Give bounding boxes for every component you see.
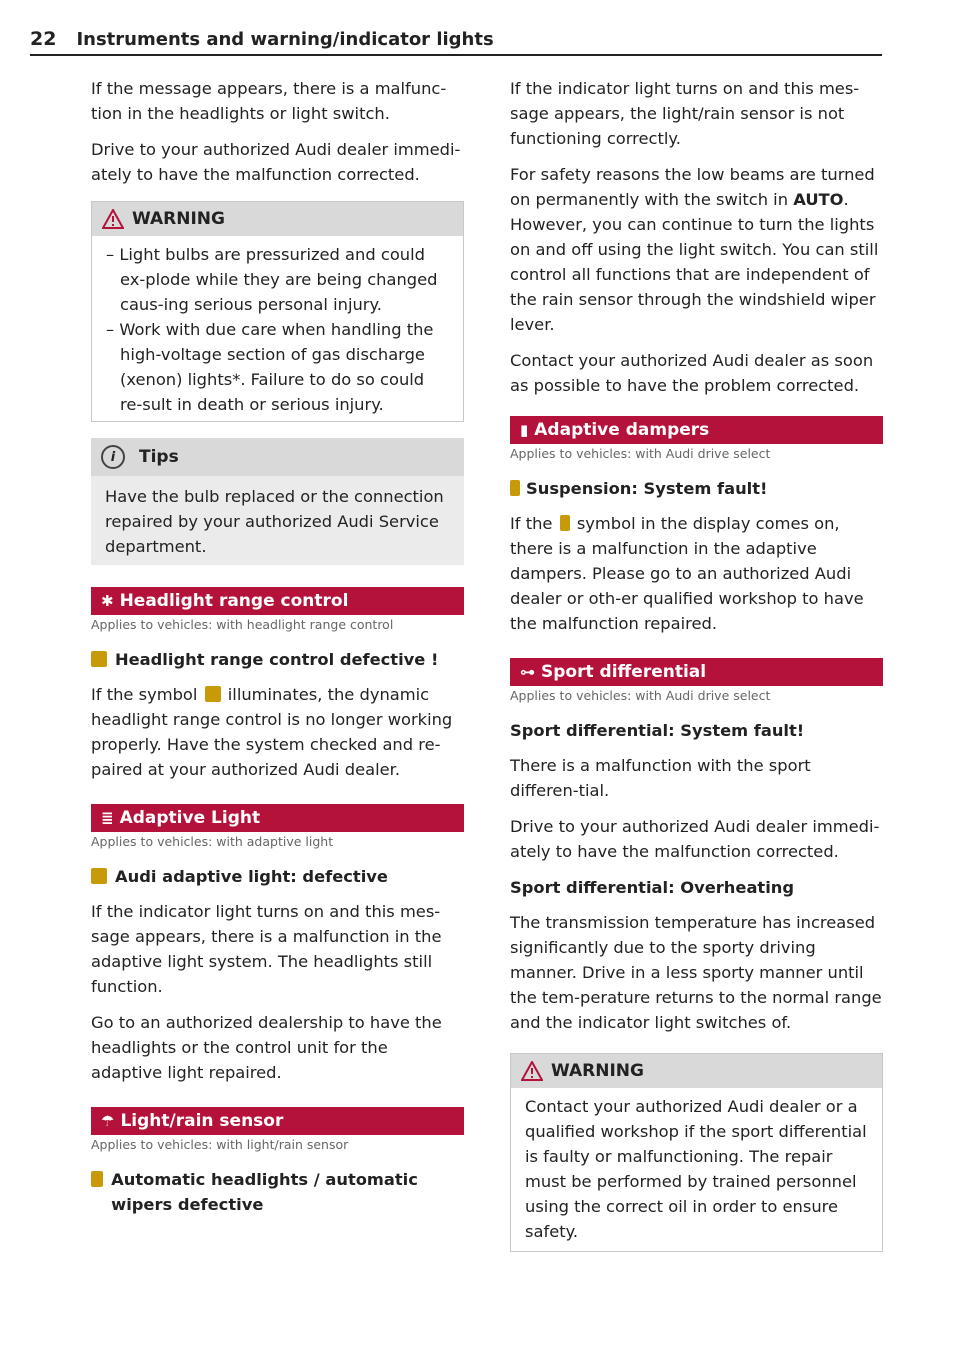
tips-body [91, 476, 464, 565]
warning-triangle-icon [102, 209, 124, 229]
applies-to: Applies to vehicles: with Audi drive select [510, 688, 771, 703]
chapter-title: Instruments and warning/indicator lights [76, 29, 494, 50]
applies-to: Applies to vehicles: with headlight range control [91, 617, 394, 632]
warning-title: WARNING [132, 209, 225, 229]
subheading [91, 1167, 464, 1217]
warning-header [511, 1054, 882, 1088]
text-part: . However, you can continue to turn the lights on and off using the light switch. You can still control all functions that are independent of the rain sensor through the windshield wiper lever. [510, 190, 879, 334]
warning-body [92, 236, 463, 421]
section-title: Sport differential [541, 662, 707, 682]
section-paragraph: Drive to your authorized Audi dealer immedi-ately to have the malfunction corrected. [510, 817, 880, 861]
warning-item: – Light bulbs are pressurized and could ex-plode while they are being changed caus-ing serious personal injury. [106, 245, 438, 314]
section-title: Headlight range control [119, 591, 349, 611]
damper-icon [510, 480, 520, 496]
warning-title: WARNING [551, 1061, 644, 1081]
warning-box [510, 1053, 883, 1252]
auto-label: AUTO [793, 190, 844, 209]
section-title: Light/rain sensor [120, 1111, 284, 1131]
section-bar-adaptive-dampers [510, 416, 883, 444]
subheading: Sport differential: Overheating [510, 878, 795, 897]
section-bar-headlight-range [91, 587, 464, 615]
warning-item: – Work with due care when handling the high-voltage section of gas discharge (xenon) lights*. Failure to do so could re-sult in death or serious injury. [106, 320, 434, 414]
right-column [510, 76, 883, 1268]
warning-text: Contact your authorized Audi dealer or a qualified workshop if the sport differential is faulty or malfunctioning. The repair must be performed by trained personnel using the correct oil in order to ensure safety. [525, 1097, 867, 1241]
intro-paragraph: Contact your authorized Audi dealer as soon as possible to have the problem corrected. [510, 351, 874, 395]
text-part: If the symbol [91, 685, 198, 704]
section-paragraph: There is a malfunction with the sport differen-tial. [510, 756, 811, 800]
section-paragraph [91, 682, 464, 782]
section-bar-light-rain [91, 1107, 464, 1135]
intro-paragraph-1: If the message appears, there is a malfunc-tion in the headlights or light switch. [91, 79, 447, 123]
text-part: symbol in the display comes on, there is a malfunction in the adaptive dampers. Please go to an authorized Audi dealer or oth-er qualified workshop to have the malfunction repaired. [510, 514, 864, 633]
tips-box [91, 438, 464, 565]
section-paragraph: If the indicator light turns on and this mes-sage appears, there is a malfunction in the adaptive light system. The headlights still function. [91, 902, 442, 996]
warning-list [106, 242, 451, 417]
section-paragraph: The transmission temperature has increased significantly due to the sporty driving manner. Drive in a less sporty manner until the tem-perature returns to the normal range and the indicator light switches of. [510, 913, 882, 1032]
adaptive-light-icon: ≣ [101, 809, 114, 827]
sport-differential-icon: ⊶ [520, 663, 535, 681]
headlight-range-icon [91, 651, 107, 667]
text-part: illuminates, the dynamic headlight range control is no longer working properly. Have the system checked and re-paired at your authorized Audi dealer. [91, 685, 453, 779]
subheading-text: Automatic headlights / automatic wipers defective [111, 1170, 418, 1214]
applies-to: Applies to vehicles: with adaptive light [91, 834, 334, 849]
section-title: Adaptive Light [119, 808, 261, 828]
headlight-range-icon [205, 686, 221, 702]
subheading [91, 864, 464, 889]
intro-paragraph: If the indicator light turns on and this mes-sage appears, the light/rain sensor is not functioning correctly. [510, 79, 860, 148]
tips-header [91, 438, 464, 476]
headlight-range-icon: ✱ [101, 592, 114, 610]
damper-icon [560, 515, 570, 531]
text-part: For safety reasons the low beams are turned on permanently with the switch in [510, 165, 875, 209]
warning-body [511, 1088, 882, 1251]
intro-paragraph [510, 162, 883, 337]
warning-triangle-icon [521, 1061, 543, 1081]
section-paragraph [510, 511, 883, 636]
section-bar-sport-differential [510, 658, 883, 686]
damper-icon: ▮ [520, 421, 529, 439]
subheading-text: Suspension: System fault! [526, 479, 768, 498]
section-title: Adaptive dampers [534, 420, 710, 440]
section-bar-adaptive-light [91, 804, 464, 832]
applies-to: Applies to vehicles: with light/rain sensor [91, 1137, 349, 1152]
page-number: 22 [30, 28, 57, 50]
subheading-text: Headlight range control defective ! [115, 650, 439, 669]
light-rain-sensor-icon: ☂ [101, 1112, 115, 1130]
subheading-text: Audi adaptive light: defective [115, 867, 388, 886]
page-header [30, 24, 882, 56]
adaptive-light-icon [91, 868, 107, 884]
intro-paragraph-2: Drive to your authorized Audi dealer immedi-ately to have the malfunction corrected. [91, 140, 461, 184]
warning-box [91, 201, 464, 422]
warning-header [92, 202, 463, 236]
tips-text: Have the bulb replaced or the connection repaired by your authorized Audi Service department. [105, 487, 444, 556]
text-part: If the [510, 514, 553, 533]
subheading [510, 476, 883, 501]
applies-to: Applies to vehicles: with Audi drive select [510, 446, 771, 461]
light-rain-sensor-icon [91, 1171, 103, 1187]
info-circle-icon: i [101, 445, 125, 469]
subheading: Sport differential: System fault! [510, 721, 805, 740]
tips-title: Tips [139, 447, 179, 467]
section-paragraph: Go to an authorized dealership to have the headlights or the control unit for the adaptive light repaired. [91, 1013, 442, 1082]
subheading [91, 647, 464, 672]
left-column [91, 76, 464, 1227]
